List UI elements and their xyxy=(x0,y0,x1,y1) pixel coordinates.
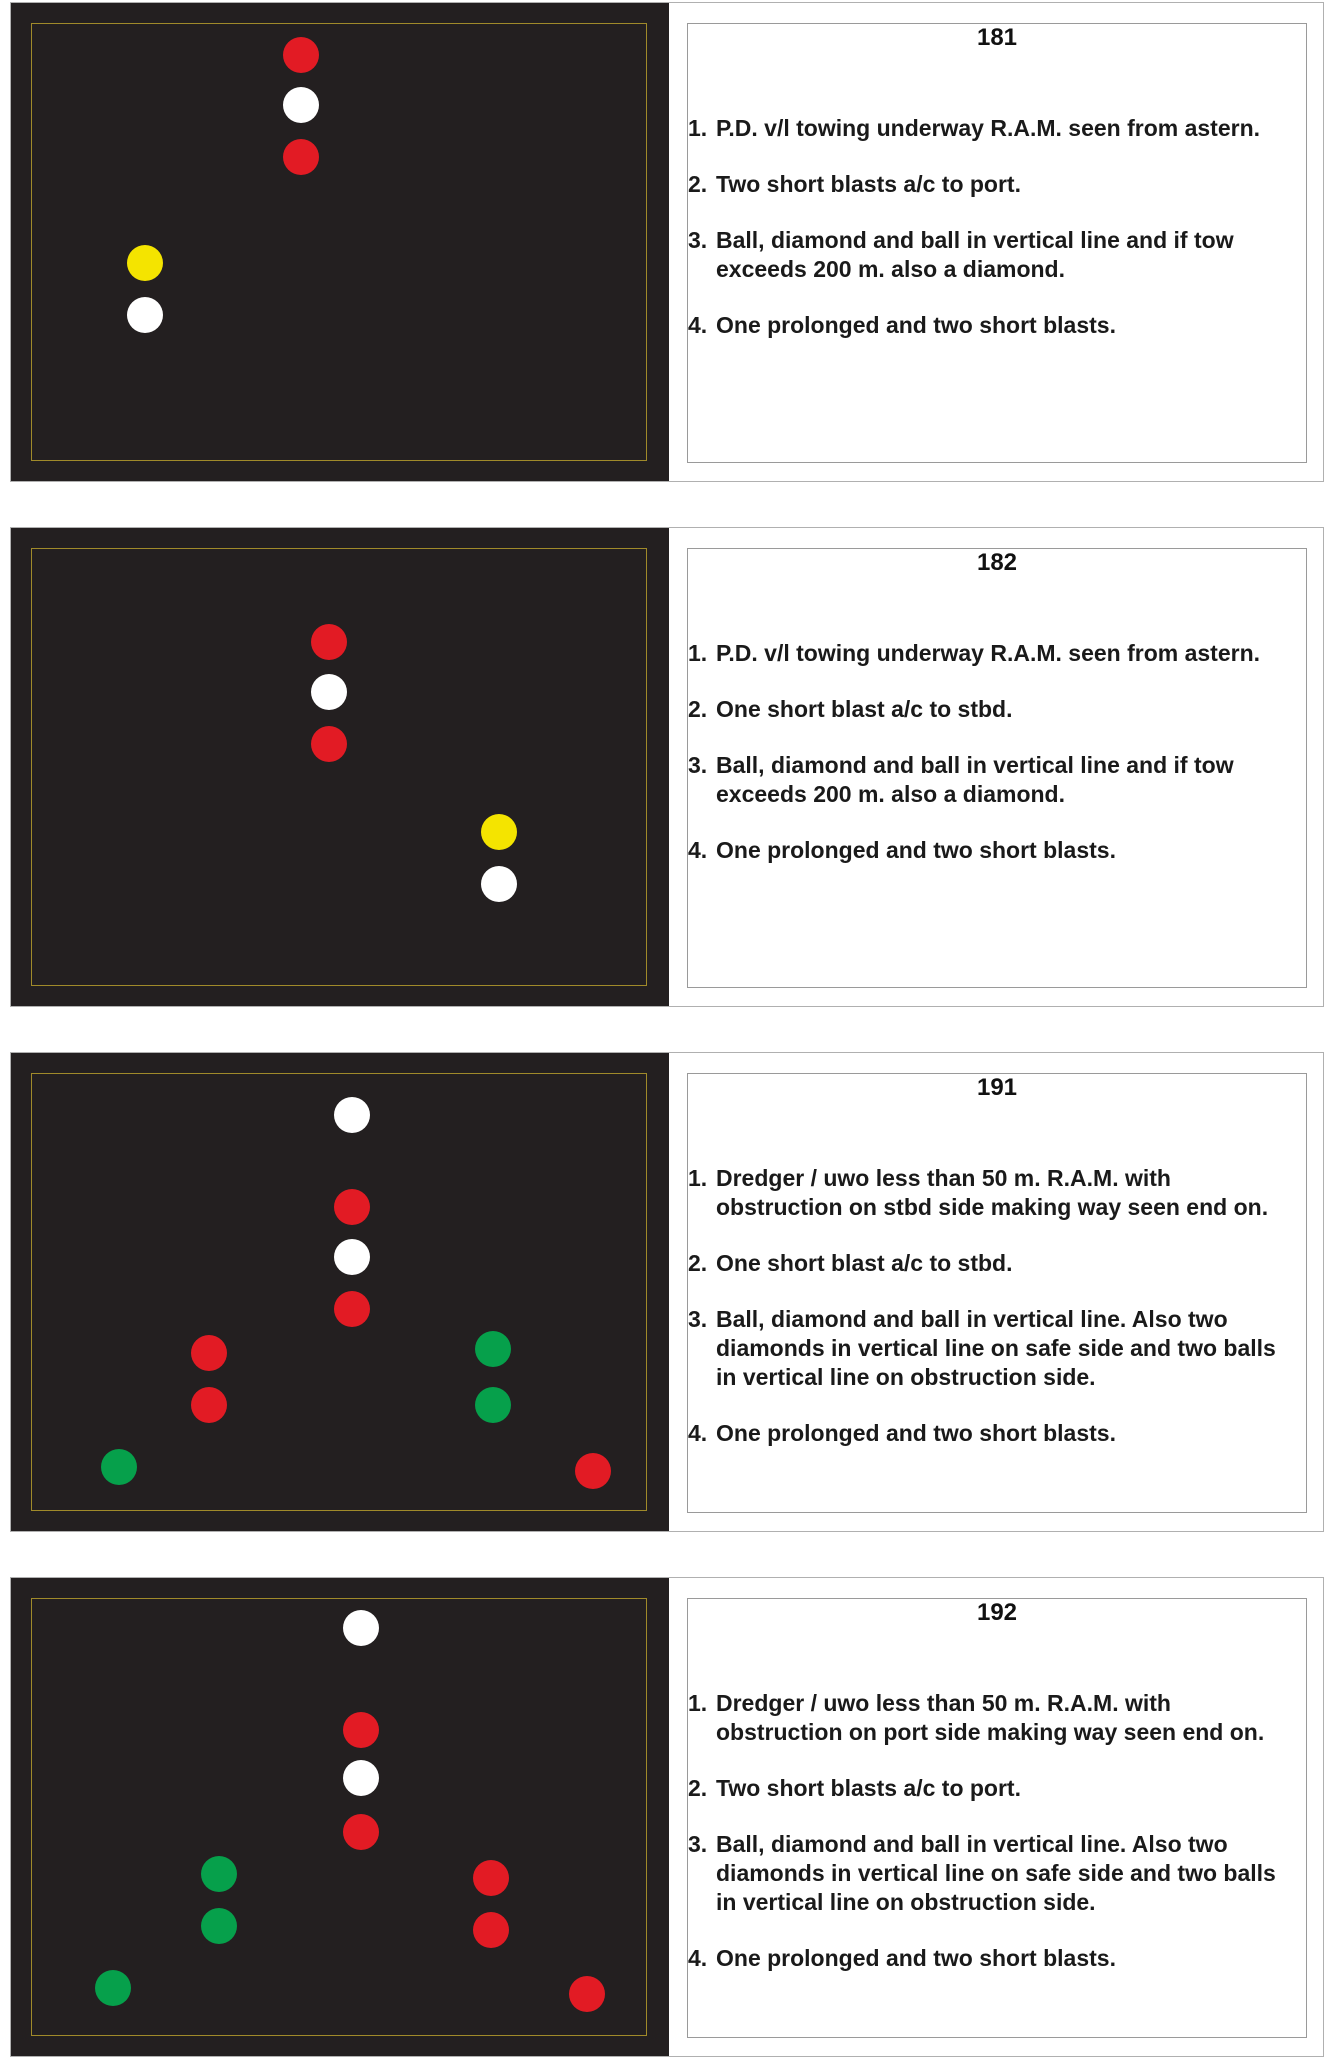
card-number: 182 xyxy=(976,549,1018,576)
light-red xyxy=(283,37,319,73)
light-white xyxy=(334,1097,370,1133)
light-red xyxy=(191,1335,227,1371)
light-green xyxy=(475,1331,511,1367)
night-frame xyxy=(31,548,647,986)
answer-text: One prolonged and two short blasts. xyxy=(716,837,1116,863)
light-red xyxy=(569,1976,605,2012)
answer-list xyxy=(688,1164,1288,1475)
answer-text: One prolonged and two short blasts. xyxy=(716,312,1116,338)
answer-number: 3. xyxy=(688,1831,708,1857)
answer-item xyxy=(688,1830,1288,1917)
night-lights-panel xyxy=(11,528,669,1006)
light-green xyxy=(95,1970,131,2006)
answer-item xyxy=(688,1305,1288,1392)
light-white xyxy=(283,87,319,123)
answer-number: 2. xyxy=(688,1250,708,1276)
night-lights-panel xyxy=(11,1578,669,2056)
light-white xyxy=(481,866,517,902)
card-number: 192 xyxy=(976,1599,1018,1626)
light-red xyxy=(473,1912,509,1948)
light-green xyxy=(201,1856,237,1892)
light-red xyxy=(191,1387,227,1423)
flashcard-192 xyxy=(10,1577,1324,2057)
night-frame xyxy=(31,23,647,461)
answer-number: 3. xyxy=(688,752,708,778)
answer-item xyxy=(688,1164,1288,1222)
answer-text: P.D. v/l towing underway R.A.M. seen from astern. xyxy=(716,640,1261,666)
answer-text: P.D. v/l towing underway R.A.M. seen from astern. xyxy=(716,115,1261,141)
answer-text: Two short blasts a/c to port. xyxy=(716,171,1021,197)
light-red xyxy=(334,1189,370,1225)
answer-number: 1. xyxy=(688,640,708,666)
night-frame xyxy=(31,1073,647,1511)
answer-item xyxy=(688,226,1288,284)
light-red xyxy=(575,1453,611,1489)
light-green xyxy=(475,1387,511,1423)
answer-number: 2. xyxy=(688,171,708,197)
answer-item xyxy=(688,1689,1288,1747)
answer-number: 1. xyxy=(688,1690,708,1716)
answer-text: One short blast a/c to stbd. xyxy=(716,696,1013,722)
answer-list xyxy=(688,1689,1288,2000)
answer-list xyxy=(688,639,1288,892)
answer-number: 4. xyxy=(688,1945,708,1971)
night-lights-panel xyxy=(11,3,669,481)
light-white xyxy=(334,1239,370,1275)
light-yellow xyxy=(481,814,517,850)
light-white xyxy=(343,1760,379,1796)
light-green xyxy=(101,1449,137,1485)
answer-item xyxy=(688,1944,1288,1973)
answer-text: Two short blasts a/c to port. xyxy=(716,1775,1021,1801)
light-yellow xyxy=(127,245,163,281)
light-red xyxy=(283,139,319,175)
answer-number: 1. xyxy=(688,115,708,141)
answer-panel xyxy=(687,23,1307,463)
flashcard-182 xyxy=(10,527,1324,1007)
answer-number: 3. xyxy=(688,227,708,253)
answer-panel xyxy=(687,548,1307,988)
answer-number: 4. xyxy=(688,837,708,863)
answer-number: 1. xyxy=(688,1165,708,1191)
answer-item xyxy=(688,751,1288,809)
flashcard-191 xyxy=(10,1052,1324,1532)
light-red xyxy=(473,1860,509,1896)
answer-number: 4. xyxy=(688,312,708,338)
light-red xyxy=(311,726,347,762)
flashcard-181 xyxy=(10,2,1324,482)
light-red xyxy=(334,1291,370,1327)
answer-panel xyxy=(687,1073,1307,1513)
answer-number: 2. xyxy=(688,1775,708,1801)
answer-item xyxy=(688,836,1288,865)
answer-number: 3. xyxy=(688,1306,708,1332)
answer-item xyxy=(688,170,1288,199)
night-lights-panel xyxy=(11,1053,669,1531)
answer-text: Ball, diamond and ball in vertical line and if tow exceeds 200 m. also a diamond. xyxy=(716,227,1234,282)
answer-text: Dredger / uwo less than 50 m. R.A.M. with obstruction on port side making way seen end on. xyxy=(716,1690,1265,1745)
light-white xyxy=(127,297,163,333)
answer-item xyxy=(688,639,1288,668)
answer-text: Ball, diamond and ball in vertical line and if tow exceeds 200 m. also a diamond. xyxy=(716,752,1234,807)
light-red xyxy=(343,1814,379,1850)
answer-list xyxy=(688,114,1288,367)
card-number: 181 xyxy=(976,24,1018,51)
answer-text: One short blast a/c to stbd. xyxy=(716,1250,1013,1276)
answer-number: 4. xyxy=(688,1420,708,1446)
night-frame xyxy=(31,1598,647,2036)
answer-number: 2. xyxy=(688,696,708,722)
card-number: 191 xyxy=(976,1074,1018,1101)
answer-text: Dredger / uwo less than 50 m. R.A.M. with obstruction on stbd side making way seen end on. xyxy=(716,1165,1269,1220)
answer-text: Ball, diamond and ball in vertical line. Also two diamonds in vertical line on safe side and two balls in vertical line on obstruction side. xyxy=(716,1306,1276,1390)
answer-item xyxy=(688,1249,1288,1278)
light-red xyxy=(311,624,347,660)
answer-item xyxy=(688,311,1288,340)
light-white xyxy=(343,1610,379,1646)
answer-panel xyxy=(687,1598,1307,2038)
light-red xyxy=(343,1712,379,1748)
answer-text: One prolonged and two short blasts. xyxy=(716,1945,1116,1971)
answer-item xyxy=(688,1419,1288,1448)
light-white xyxy=(311,674,347,710)
answer-item xyxy=(688,1774,1288,1803)
light-green xyxy=(201,1908,237,1944)
answer-text: One prolonged and two short blasts. xyxy=(716,1420,1116,1446)
answer-item xyxy=(688,114,1288,143)
answer-text: Ball, diamond and ball in vertical line. Also two diamonds in vertical line on safe side and two balls in vertical line on obstruction side. xyxy=(716,1831,1276,1915)
answer-item xyxy=(688,695,1288,724)
